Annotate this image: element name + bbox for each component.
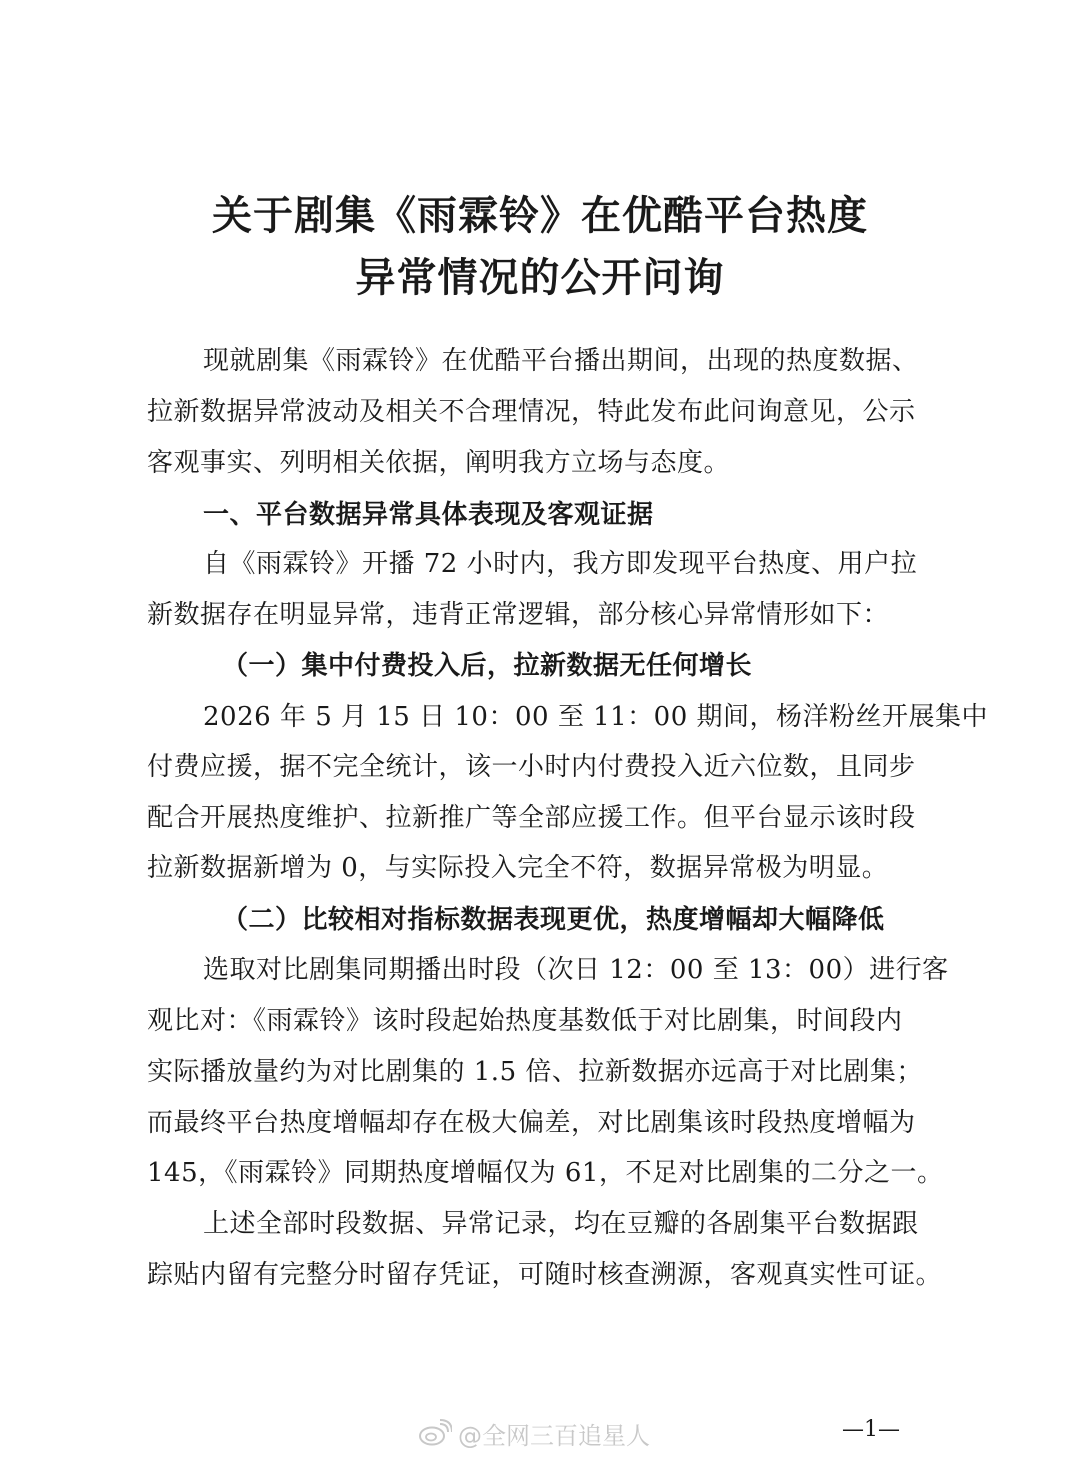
body-line: 观比对：《雨霖铃》该时段起始热度基数低于对比剧集，时间段内 <box>147 1006 903 1036</box>
body-line: 踪贴内留有完整分时留存凭证，可随时核查溯源，客观真实性可证。 <box>147 1260 943 1290</box>
page-number: —1— <box>842 1417 900 1442</box>
weibo-icon <box>418 1419 452 1447</box>
body-line: 自《雨霖铃》开播 72 小时内，我方即发现平台热度、用户拉 <box>203 549 918 579</box>
body-line: 现就剧集《雨霖铃》在优酷平台播出期间，出现的热度数据、 <box>203 346 919 376</box>
body-line: 2026 年 5 月 15 日 10：00 至 11：00 期间，杨洋粉丝开展集中 <box>203 702 989 732</box>
watermark <box>418 1416 650 1450</box>
section-heading: 一、平台数据异常具体表现及客观证据 <box>203 500 654 530</box>
body-line: 拉新数据异常波动及相关不合理情况，特此发布此问询意见，公示 <box>147 397 916 427</box>
document-title-line-1: 关于剧集《雨霖铃》在优酷平台热度 <box>212 192 868 239</box>
body-line: 实际播放量约为对比剧集的 1.5 倍、拉新数据亦远高于对比剧集； <box>147 1057 923 1087</box>
body-line: 付费应援，据不完全统计，该一小时内付费投入近六位数，且同步 <box>147 752 916 782</box>
document-title-line-2: 异常情况的公开问询 <box>355 254 725 301</box>
body-line: 上述全部时段数据、异常记录，均在豆瓣的各剧集平台数据跟 <box>203 1209 919 1239</box>
watermark-text: @全网三百追星人 <box>458 1421 650 1450</box>
body-line: 选取对比剧集同期播出时段（次日 12：00 至 13：00）进行客 <box>203 955 949 985</box>
body-line: 配合开展热度维护、拉新推广等全部应援工作。但平台显示该时段 <box>147 803 916 833</box>
body-line: 客观事实、列明相关依据，阐明我方立场与态度。 <box>147 448 731 478</box>
subsection-heading: （一）集中付费投入后，拉新数据无任何增长 <box>222 651 753 681</box>
subsection-heading: （二）比较相对指标数据表现更优，热度增幅却大幅降低 <box>222 905 885 935</box>
body-line: 而最终平台热度增幅却存在极大偏差，对比剧集该时段热度增幅为 <box>147 1108 916 1138</box>
body-line: 145，《雨霖铃》同期热度增幅仅为 61，不足对比剧集的二分之一。 <box>147 1158 944 1188</box>
body-line: 新数据存在明显异常，违背正常逻辑，部分核心异常情形如下： <box>147 600 890 630</box>
body-line: 拉新数据新增为 0，与实际投入完全不符，数据异常极为明显。 <box>147 853 889 883</box>
